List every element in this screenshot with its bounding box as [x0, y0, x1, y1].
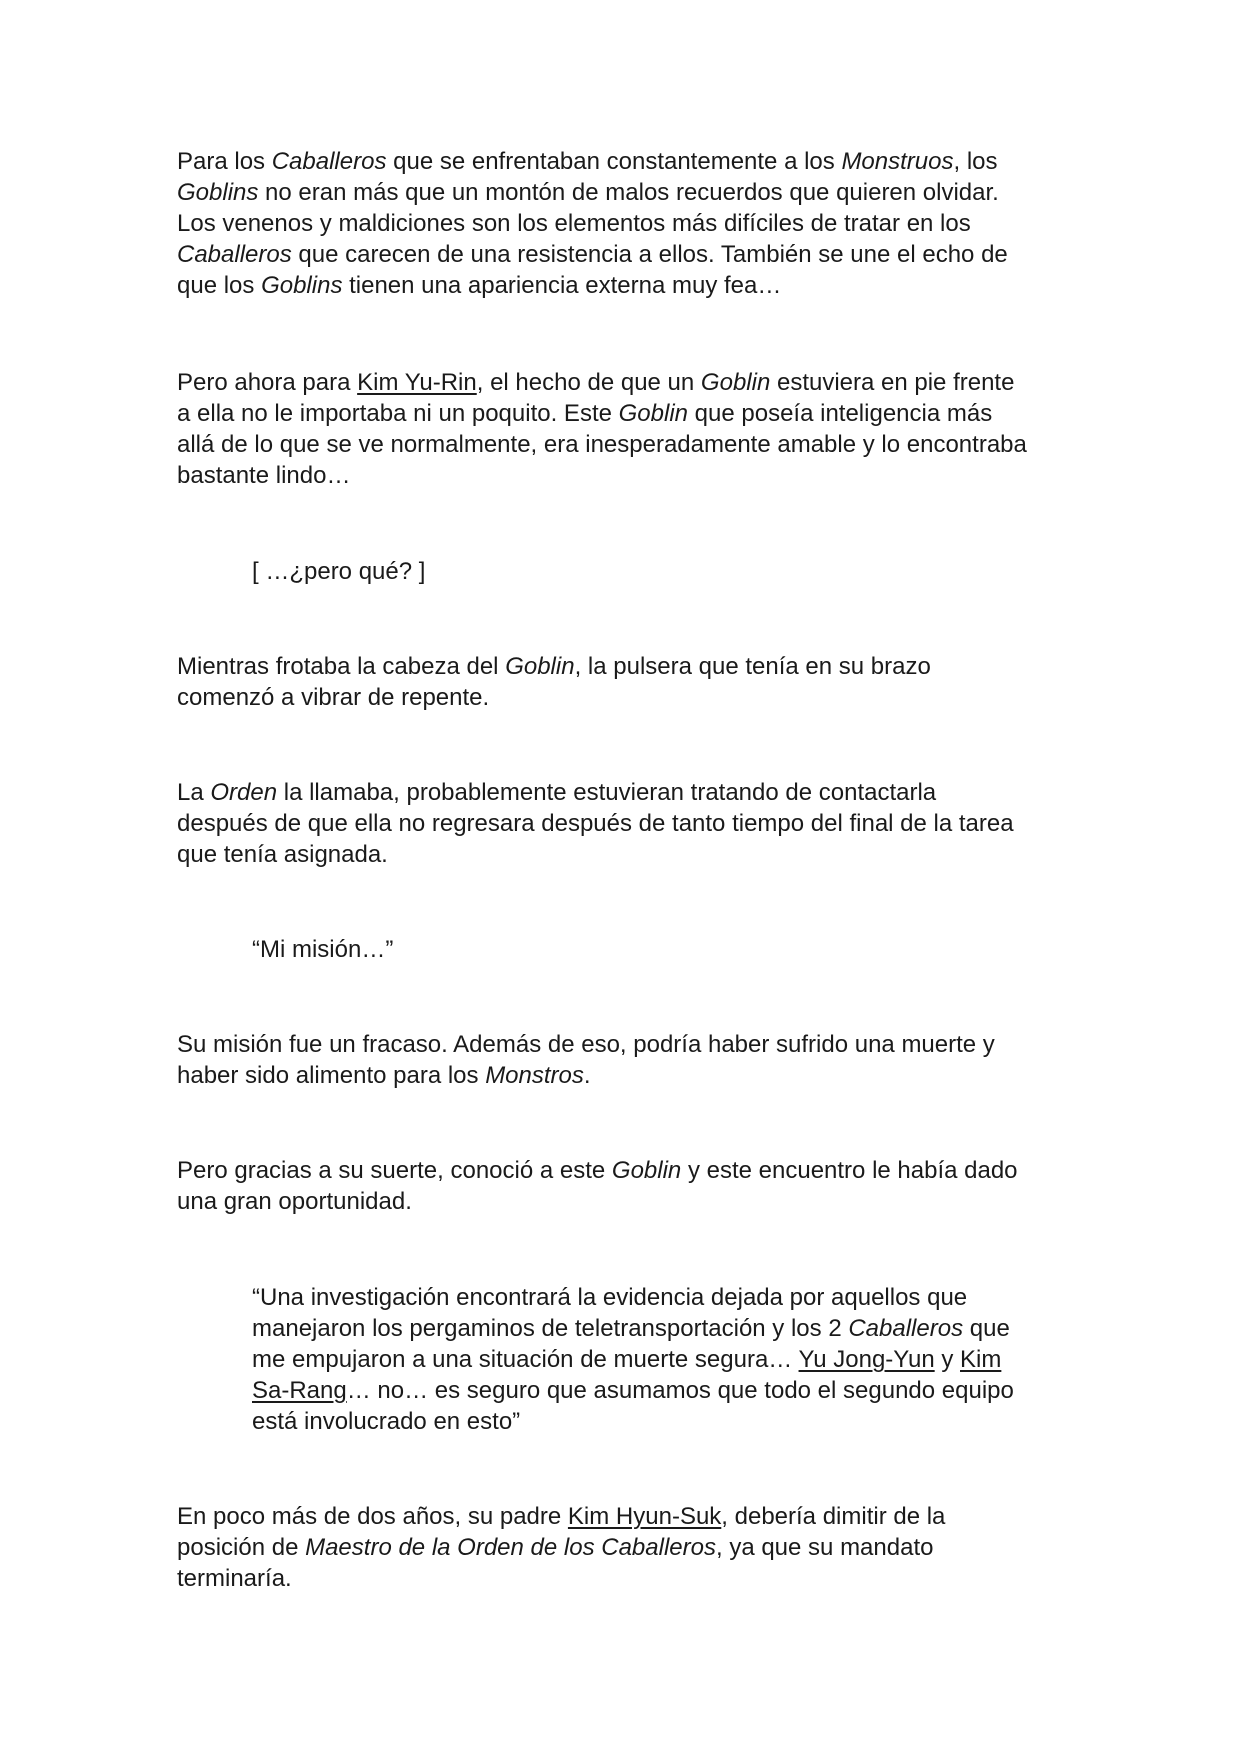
- text-run: a ella no le importaba ni un poquito. Este: [177, 400, 619, 427]
- text-run: … no… es seguro que asumamos que todo el segundo equipo: [346, 1377, 1014, 1404]
- text-line: [177, 1501, 1077, 1532]
- text-run: que poseía inteligencia más: [688, 400, 993, 427]
- text-line: [177, 1186, 1077, 1217]
- text-line: [177, 367, 1077, 398]
- text-run: haber sido alimento para los: [177, 1062, 486, 1089]
- text-run: En poco más de dos años, su padre: [177, 1503, 568, 1530]
- text-line: [177, 177, 1077, 208]
- text-run: Mientras frotaba la cabeza del: [177, 653, 506, 680]
- paragraph-fracaso: [177, 1029, 1077, 1091]
- text-line: [177, 651, 1077, 682]
- text-run: Para los: [177, 148, 272, 175]
- paragraph-kim-yu-rin: [177, 367, 1077, 491]
- text-run: que los: [177, 272, 262, 299]
- text-run: tienen una apariencia externa muy fea…: [342, 272, 782, 299]
- italic-term: Maestro de la Orden de los Caballeros: [305, 1534, 716, 1561]
- text-run: Su misión fue un fracaso. Además de eso, podría haber sufrido una muerte y: [177, 1031, 995, 1058]
- underlined-name: Sa-Rang: [252, 1377, 347, 1404]
- text-line: [252, 1313, 1082, 1344]
- italic-term: Caballeros: [177, 241, 292, 268]
- paragraph-kim-hyun-suk: [177, 1501, 1077, 1594]
- text-line: [177, 460, 1077, 491]
- italic-term: Caballeros: [848, 1315, 964, 1342]
- italic-term: Goblin: [505, 653, 575, 680]
- paragraph-pulsera: [177, 651, 1077, 713]
- text-line: [177, 1029, 1077, 1060]
- text-run: La: [177, 779, 211, 806]
- text-run: estuviera en pie frente: [770, 369, 1015, 396]
- italic-term: Goblin: [611, 1157, 682, 1184]
- text-run: no eran más que un montón de malos recuerdos que quieren olvidar.: [258, 179, 999, 206]
- text-run: Pero gracias a su suerte, conoció a este: [177, 1157, 612, 1184]
- text-run: está involucrado en esto”: [252, 1408, 521, 1435]
- text-run: que se enfrentaban constantemente a los: [386, 148, 842, 175]
- text-run: Los venenos y maldiciones son los elementos más difíciles de tratar en los: [177, 210, 971, 237]
- underlined-name: Kim Yu-Rin: [357, 369, 477, 396]
- text-run: .: [583, 1062, 591, 1089]
- text-run: que: [963, 1315, 1010, 1342]
- italic-term: Goblins: [261, 272, 343, 299]
- paragraph-oportunidad: [177, 1155, 1077, 1217]
- text-run: una gran oportunidad.: [177, 1188, 412, 1215]
- text-run: posición de: [177, 1534, 306, 1561]
- text-run: [ …¿pero qué? ]: [252, 558, 426, 585]
- text-line: [177, 146, 1077, 177]
- text-line: [177, 239, 1077, 270]
- text-line: [252, 934, 1082, 965]
- text-run: Pero ahora para: [177, 369, 358, 396]
- text-run: la llamaba, probablemente estuvieran tratando de contactarla: [277, 779, 937, 806]
- text-run: allá de lo que se ve normalmente, era inesperadamente amable y lo encontraba: [177, 431, 1027, 458]
- text-line: [252, 556, 1082, 587]
- text-line: [177, 1532, 1077, 1563]
- text-run: bastante lindo…: [177, 462, 351, 489]
- text-run: “Una investigación encontrará la evidencia dejada por aquellos que: [252, 1284, 968, 1311]
- paragraph-la-orden: [177, 777, 1077, 870]
- italic-term: Goblins: [177, 179, 259, 206]
- paragraph-investigacion: [252, 1282, 1082, 1437]
- text-line: [177, 208, 1077, 239]
- text-run: y este encuentro le había dado: [681, 1157, 1018, 1184]
- underlined-name: Kim Hyun-Suk: [567, 1503, 722, 1530]
- italic-term: Caballeros: [271, 148, 387, 175]
- italic-term: Monstros: [485, 1062, 584, 1089]
- text-line: [177, 1563, 1077, 1594]
- text-run: manejaron los pergaminos de teletransportación y los 2: [252, 1315, 849, 1342]
- text-run: , el hecho de que un: [476, 369, 701, 396]
- italic-term: Goblin: [700, 369, 771, 396]
- text-line: [177, 808, 1077, 839]
- text-run: , debería dimitir de la: [721, 1503, 946, 1530]
- text-line: [177, 398, 1077, 429]
- text-run: , ya que su mandato: [715, 1534, 934, 1561]
- text-run: me empujaron a una situación de muerte segura…: [252, 1346, 799, 1373]
- text-line: [252, 1344, 1082, 1375]
- paragraph-pero-que: [252, 556, 1082, 587]
- text-run: que tenía asignada.: [177, 841, 388, 868]
- text-line: [252, 1406, 1082, 1437]
- text-line: [177, 777, 1077, 808]
- text-line: [252, 1375, 1082, 1406]
- text-run: comenzó a vibrar de repente.: [177, 684, 490, 711]
- paragraph-caballeros-goblins: [177, 146, 1077, 301]
- text-run: después de que ella no regresara después de tanto tiempo del final de la tarea: [177, 810, 1014, 837]
- text-run: terminaría.: [177, 1565, 292, 1592]
- text-line: [177, 270, 1077, 301]
- text-line: [252, 1282, 1082, 1313]
- text-run: , la pulsera que tenía en su brazo: [574, 653, 931, 680]
- italic-term: Goblin: [618, 400, 688, 427]
- italic-term: Orden: [210, 779, 278, 806]
- text-line: [177, 682, 1077, 713]
- text-line: [177, 1060, 1077, 1091]
- text-run: que carecen de una resistencia a ellos. También se une el echo de: [291, 241, 1008, 268]
- paragraph-mi-mision: [252, 934, 1082, 965]
- underlined-name: Yu Jong-Yun: [798, 1346, 935, 1373]
- underlined-name: Kim: [960, 1346, 1002, 1373]
- text-run: y: [934, 1346, 961, 1373]
- text-line: [177, 839, 1077, 870]
- text-run: , los: [953, 148, 998, 175]
- text-line: [177, 429, 1077, 460]
- italic-term: Monstruos: [841, 148, 954, 175]
- text-line: [177, 1155, 1077, 1186]
- text-run: “Mi misión…”: [252, 936, 394, 963]
